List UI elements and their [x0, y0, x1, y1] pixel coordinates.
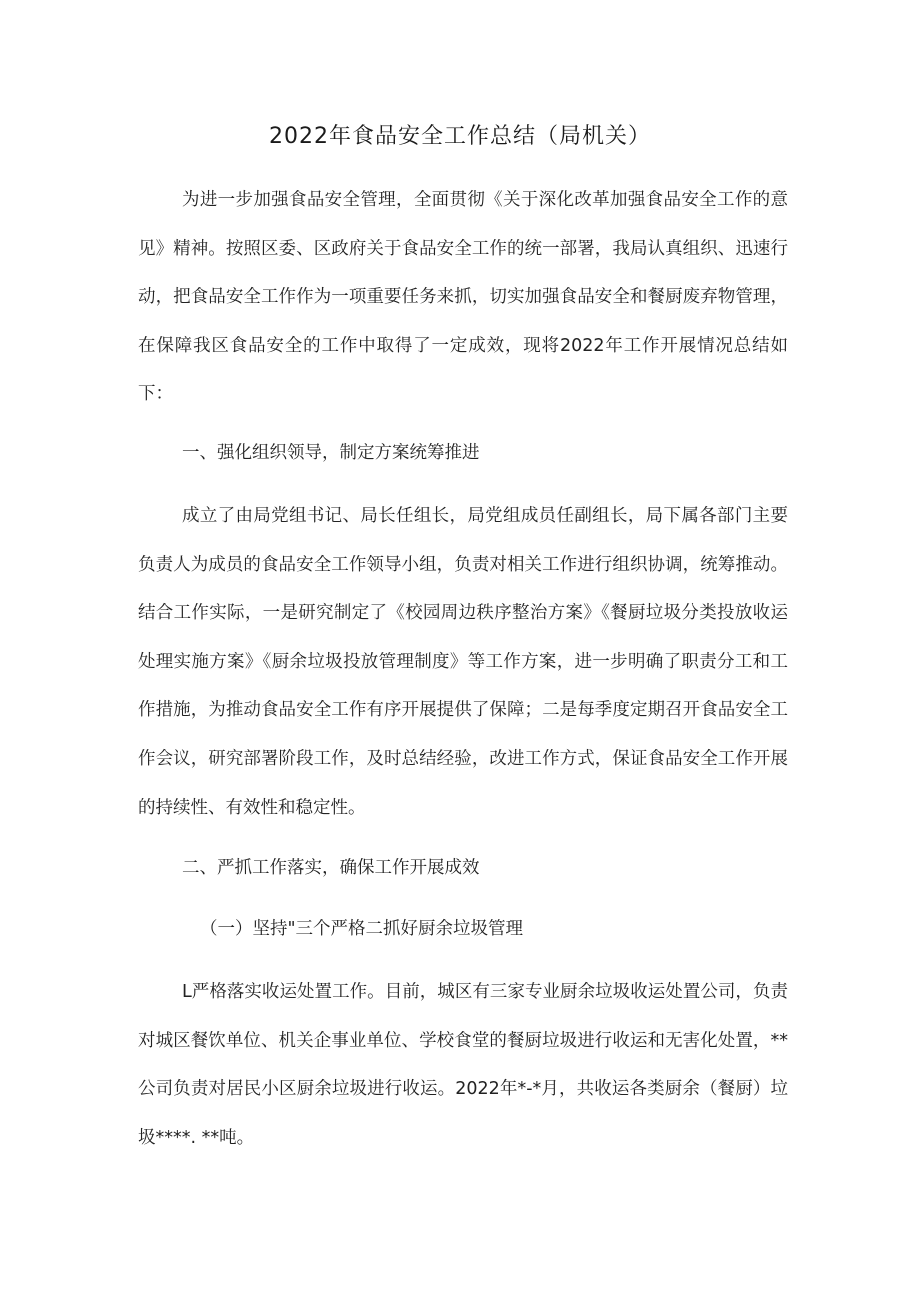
intro-paragraph: 为进一步加强食品安全管理，全面贯彻《关于深化改革加强食品安全工作的意见》精神。按照区委、区政府关于食品安全工作的统一部署，我局认真组织、迅速行动，把食品安全工作作为一项重要任务来抓，切实加强食品安全和餐厨废弃物管理，在保障我区食品安全的工作中取得了一定成效，现将2022年工作开展情况总结如下： [138, 190, 788, 405]
subsection-heading-1: （一）坚持"三个严格二抓好厨余垃圾管理 [200, 919, 524, 939]
section-heading-1: 一、强化组织领导，制定方案统筹推进 [182, 443, 480, 463]
subsection-1-paragraph: L严格落实收运处置工作。目前，城区有三家专业厨余垃圾收运处置公司，负责对城区餐饮单位、机关企事业单位、学校食堂的餐厨垃圾进行收运和无害化处置，**公司负责对居民小区厨余垃圾进行收运。2022年*-*月，共收运各类厨余（餐厨）垃圾****. **吨。 [138, 982, 788, 1148]
document-title: 2022年食品安全工作总结（局机关） [269, 124, 651, 149]
section-heading-2: 二、严抓工作落实，确保工作开展成效 [182, 858, 480, 878]
section-1-paragraph: 成立了由局党组书记、局长任组长，局党组成员任副组长，局下属各部门主要负责人为成员的食品安全工作领导小组，负责对相关工作进行组织协调，统筹推动。结合工作实际，一是研究制定了《校园周边秩序整治方案》《餐厨垃圾分类投放收运处理实施方案》《厨余垃圾投放管理制度》等工作方案，进一步明确了职责分工和工作措施，为推动食品安全工作有序开展提供了保障；二是每季度定期召开食品安全工作会议，研究部署阶段工作，及时总结经验，改进工作方式，保证食品安全工作开展的持续性、有效性和稳定性。 [138, 506, 788, 818]
